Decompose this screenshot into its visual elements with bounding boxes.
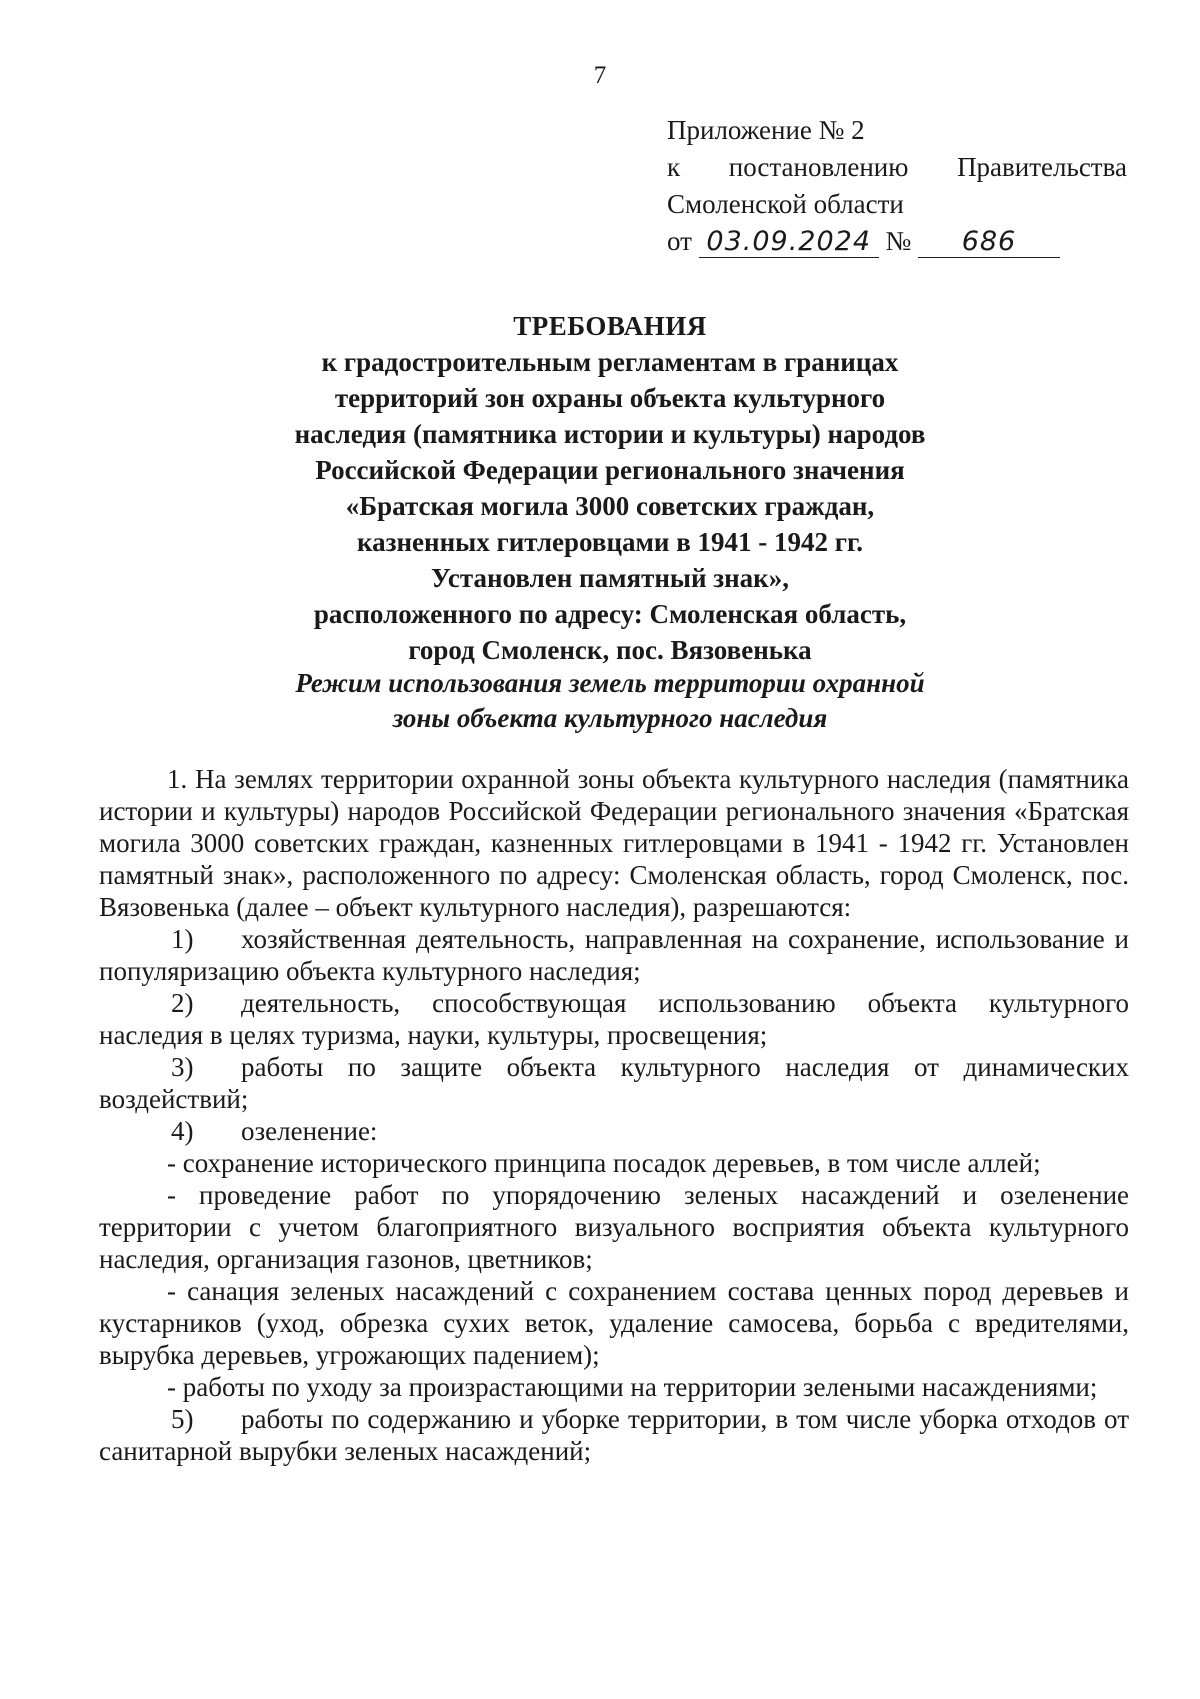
appendix-header: [667, 112, 1127, 260]
list-item-number: 5): [171, 1404, 194, 1434]
list-item: [99, 1115, 1129, 1147]
list-item: [99, 987, 1129, 1051]
list-item-text: хозяйственная деятельность, направленная на сохранение, использование и популяризацию объекта культурного наследия;: [99, 924, 1129, 986]
title-line: наследия (памятника истории и культуры) народов: [294, 419, 926, 449]
document-title: [150, 308, 1070, 668]
appendix-line-4: [667, 223, 1127, 260]
list-item-number: 1): [171, 924, 194, 954]
section-title-line: Режим использования земель территории охранной: [295, 668, 925, 698]
dash-item: - проведение работ по упорядочению зеленых насаждений и озеленение территории с учетом благоприятного визуального восприятия объекта культурного наследия, организация газонов, цветников;: [99, 1180, 1129, 1274]
title-line: территорий зон охраны объекта культурного: [334, 383, 886, 413]
document-body: [99, 763, 1129, 1467]
list-item-text: работы по защите объекта культурного наследия от динамических воздействий;: [99, 1052, 1129, 1114]
section-title-line: зоны объекта культурного наследия: [392, 703, 828, 733]
page-number: 7: [593, 62, 607, 89]
list-item-text: работы по содержанию и уборке территории, в том числе уборка отходов от санитарной вырубки зеленых насаждений;: [99, 1404, 1129, 1466]
handwritten-date: 03.09.2024: [699, 227, 879, 258]
dash-item: - сохранение исторического принципа посадок деревьев, в том числе аллей;: [167, 1148, 1041, 1178]
section-title: [150, 666, 1070, 736]
list-item: [99, 1051, 1129, 1115]
title-line: город Смоленск, пос. Вязовенька: [408, 635, 812, 665]
handwritten-number: 686: [918, 227, 1060, 258]
appendix-government-word: Правительства: [957, 152, 1127, 182]
title-line: «Братская могила 3000 советских граждан,: [345, 491, 875, 521]
appendix-line-3: Смоленской области: [667, 189, 904, 219]
title-line: Российской Федерации регионального значения: [315, 455, 905, 485]
number-label: №: [885, 226, 912, 256]
list-item-number: 2): [171, 988, 194, 1018]
dash-item: - санация зеленых насаждений с сохранением состава ценных пород деревьев и кустарников (уход, обрезка сухих веток, удаление самосева, борьба с вредителями, вырубка деревьев, угрожающих падением);: [99, 1276, 1129, 1370]
title-main: ТРЕБОВАНИЯ: [513, 311, 707, 341]
appendix-line-2: [667, 149, 1127, 186]
title-line: расположенного по адресу: Смоленская область,: [313, 599, 907, 629]
from-label: от: [667, 226, 692, 256]
list-item: [99, 1403, 1129, 1467]
list-item: [99, 923, 1129, 987]
appendix-preposition: к: [667, 152, 681, 182]
appendix-resolution-word: постановлению: [728, 152, 909, 182]
list-item-number: 3): [171, 1052, 194, 1082]
appendix-line-1: Приложение № 2: [667, 115, 865, 145]
paragraph-1: 1. На землях территории охранной зоны объекта культурного наследия (памятника истории и культуры) народов Российской Федерации регионального значения «Братская могила 3000 советских граждан, казненных гитлеровцами в 1941 - 1942 гг. Установлен памятный знак», расположенного по адресу: Смоленская область, город Смоленск, пос. Вязовенька (далее – объект культурного наследия), разрешаются:: [99, 764, 1129, 922]
title-line: казненных гитлеровцами в 1941 - 1942 гг.: [357, 527, 863, 557]
dash-item: - работы по уходу за произрастающими на территории зелеными насаждениями;: [167, 1372, 1098, 1402]
list-item-text: озеленение:: [241, 1116, 378, 1146]
list-item-text: деятельность, способствующая использованию объекта культурного наследия в целях туризма, науки, культуры, просвещения;: [99, 988, 1129, 1050]
title-line: к градостроительным регламентам в границах: [321, 347, 899, 377]
list-item-number: 4): [171, 1116, 194, 1146]
title-line: Установлен памятный знак»,: [430, 563, 789, 593]
